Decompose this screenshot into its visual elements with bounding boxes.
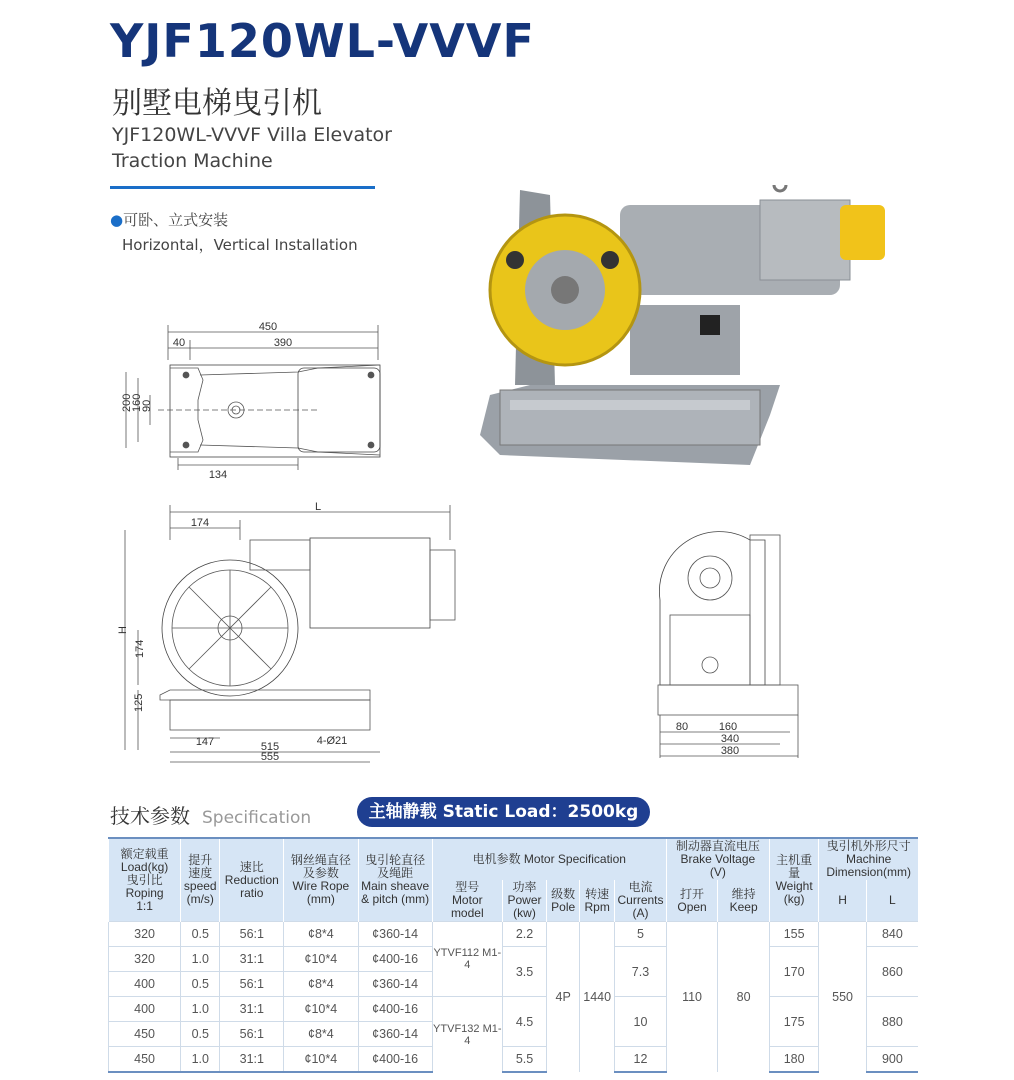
cell-load: 400 — [109, 972, 181, 997]
table-row — [109, 947, 919, 972]
cell-rpm: 1440 — [580, 922, 615, 1073]
front-view-drawing — [110, 500, 485, 770]
dim-147: 147 — [195, 736, 215, 748]
cell-L: 840 — [866, 922, 918, 947]
col-speed-header: 提升速度 speed (m/s) — [181, 838, 220, 922]
cell-rope: ¢8*4 — [284, 1022, 358, 1047]
col-weight-header: 主机重量 Weight (kg) — [769, 838, 818, 922]
cell-model: YTVF112 M1-4 — [432, 922, 502, 997]
col-H-header: H — [819, 880, 866, 922]
cell-load: 450 — [109, 1022, 181, 1047]
cell-load: 320 — [109, 947, 181, 972]
dim-H: H — [117, 626, 129, 634]
cell-load: 450 — [109, 1047, 181, 1073]
cell-L: 900 — [866, 1047, 918, 1073]
col-pole-header: 级数 Pole — [547, 880, 580, 922]
cell-sheave: ¢400-16 — [358, 1047, 432, 1073]
subtitle-en-line1: YJF120WL-VVVF Villa Elevator — [112, 124, 392, 146]
product-subtitle-cn: 别墅电梯曳引机 — [112, 86, 322, 121]
cell-current: 10 — [615, 997, 667, 1047]
feature-list — [110, 208, 358, 258]
cell-power: 4.5 — [502, 997, 546, 1047]
cell-model: YTVF132 M1-4 — [432, 997, 502, 1073]
cell-speed: 0.5 — [181, 1022, 220, 1047]
col-dimension-header: 曳引机外形尺寸 Machine Dimension(mm) — [819, 838, 918, 880]
dim-90: 90 — [141, 399, 153, 412]
cell-rope: ¢10*4 — [284, 1047, 358, 1073]
spec-heading — [110, 800, 311, 829]
cell-ratio: 56:1 — [220, 922, 284, 947]
cell-sheave: ¢360-14 — [358, 972, 432, 997]
cell-sheave: ¢400-16 — [358, 997, 432, 1022]
table-row — [109, 922, 919, 947]
cell-open: 110 — [666, 922, 718, 1073]
dim-200: 200 — [121, 393, 133, 412]
cell-ratio: 31:1 — [220, 1047, 284, 1073]
dim-125: 125 — [133, 693, 145, 712]
cell-ratio: 31:1 — [220, 947, 284, 972]
bullet-dot-icon: ● — [110, 211, 124, 229]
cell-L: 880 — [866, 997, 918, 1047]
table-row — [109, 1047, 919, 1073]
col-sheave-header: 曳引轮直径及绳距 Main sheave & pitch (mm) — [358, 838, 432, 922]
dim-80: 80 — [675, 721, 689, 733]
cell-rope: ¢8*4 — [284, 922, 358, 947]
cell-power: 5.5 — [502, 1047, 546, 1073]
cell-current: 5 — [615, 922, 667, 947]
cell-load: 400 — [109, 997, 181, 1022]
col-rope-header: 钢丝绳直径及参数 Wire Rope (mm) — [284, 838, 358, 922]
cell-H: 550 — [819, 922, 866, 1073]
dim-L: L — [315, 501, 322, 513]
cell-speed: 1.0 — [181, 947, 220, 972]
cell-speed: 0.5 — [181, 922, 220, 947]
cell-speed: 0.5 — [181, 972, 220, 997]
static-load-badge: 主轴静载 Static Load：2500kg — [357, 797, 650, 827]
cell-ratio: 56:1 — [220, 972, 284, 997]
table-row — [109, 997, 919, 1022]
dim-380: 380 — [720, 745, 740, 757]
col-keep-header: 维持 Keep — [718, 880, 770, 922]
dim-hole: 4-Ø21 — [316, 735, 348, 747]
cell-rope: ¢10*4 — [284, 997, 358, 1022]
cell-speed: 1.0 — [181, 997, 220, 1022]
dim-555: 555 — [260, 751, 280, 763]
cell-speed: 1.0 — [181, 1047, 220, 1073]
col-load-header: 额定载重 Load(kg) 曳引比 Roping 1:1 — [109, 838, 181, 922]
cell-weight: 155 — [769, 922, 818, 947]
spec-heading-cn: 技术参数 — [110, 804, 190, 828]
dim-134: 134 — [208, 469, 228, 480]
dim-390: 390 — [273, 337, 293, 349]
feature-en: Horizontal，Vertical Installation — [122, 236, 358, 254]
cell-weight: 170 — [769, 947, 818, 997]
spec-heading-en: Specification — [202, 808, 312, 828]
col-rpm-header: 转速 Rpm — [580, 880, 615, 922]
dim-450: 450 — [258, 321, 278, 333]
dim-174-side: 174 — [134, 639, 146, 658]
subtitle-en-line2: Traction Machine — [112, 150, 273, 172]
cell-keep: 80 — [718, 922, 770, 1073]
col-current-header: 电流 Currents (A) — [615, 880, 667, 922]
traction-machine-photo — [470, 185, 910, 485]
dim-40: 40 — [172, 337, 186, 349]
product-subtitle-en — [112, 122, 472, 174]
product-title: YJF120WL-VVVF — [110, 14, 535, 68]
cell-L: 860 — [866, 947, 918, 997]
title-underline — [110, 186, 375, 189]
dim-160: 160 — [131, 393, 143, 412]
dim-515: 515 — [260, 741, 280, 753]
col-power-header: 功率 Power (kw) — [502, 880, 546, 922]
spec-table — [108, 837, 918, 1073]
dim-160-side: 160 — [718, 721, 738, 733]
cell-sheave: ¢360-14 — [358, 922, 432, 947]
side-view-drawing — [630, 510, 810, 770]
col-brake-header: 制动器直流电压 Brake Voltage (V) — [666, 838, 769, 880]
top-view-drawing — [118, 320, 398, 480]
cell-load: 320 — [109, 922, 181, 947]
cell-current: 7.3 — [615, 947, 667, 997]
cell-weight: 180 — [769, 1047, 818, 1073]
col-motor-header: 电机参数 Motor Specification — [432, 838, 666, 880]
cell-sheave: ¢400-16 — [358, 947, 432, 972]
cell-rope: ¢8*4 — [284, 972, 358, 997]
cell-weight: 175 — [769, 997, 818, 1047]
col-model-header: 型号 Motor model — [432, 880, 502, 922]
cell-current: 12 — [615, 1047, 667, 1073]
col-open-header: 打开 Open — [666, 880, 718, 922]
cell-ratio: 31:1 — [220, 997, 284, 1022]
cell-sheave: ¢360-14 — [358, 1022, 432, 1047]
col-ratio-header: 速比 Reduction ratio — [220, 838, 284, 922]
cell-power: 2.2 — [502, 922, 546, 947]
cell-power: 3.5 — [502, 947, 546, 997]
cell-pole: 4P — [547, 922, 580, 1073]
dim-174-top: 174 — [190, 517, 210, 529]
col-L-header: L — [866, 880, 918, 922]
cell-ratio: 56:1 — [220, 1022, 284, 1047]
feature-cn: 可卧、立式安装 — [123, 211, 229, 229]
cell-rope: ¢10*4 — [284, 947, 358, 972]
dim-340: 340 — [720, 733, 740, 745]
